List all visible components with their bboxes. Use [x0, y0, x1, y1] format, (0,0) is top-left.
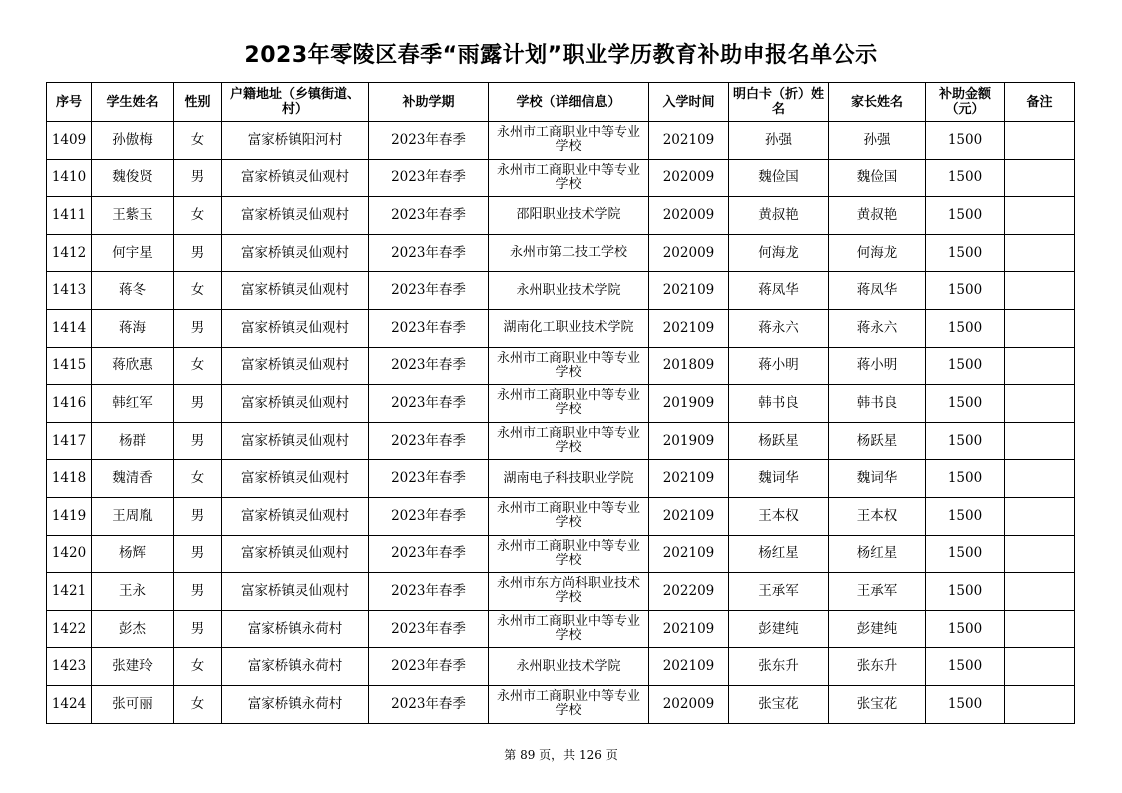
- cell-school: 永州市工商职业中等专业学校: [489, 610, 649, 648]
- cell-address: 富家桥镇灵仙观村: [222, 422, 369, 460]
- cell-card-name: 孙强: [729, 122, 829, 160]
- cell-enroll-date: 202109: [649, 535, 729, 573]
- subsidy-table: [46, 82, 1075, 724]
- cell-student-name: 彭杰: [92, 610, 174, 648]
- cell-address: 富家桥镇阳河村: [222, 122, 369, 160]
- cell-school: 永州职业技术学院: [489, 648, 649, 686]
- cell-school: 永州市工商职业中等专业学校: [489, 422, 649, 460]
- cell-school: 永州市工商职业中等专业学校: [489, 347, 649, 385]
- cell-term: 2023年春季: [369, 385, 489, 423]
- table-row: [47, 497, 1075, 535]
- cell-note: [1005, 573, 1075, 611]
- cell-gender: 男: [174, 159, 222, 197]
- cell-serial-number: 1411: [47, 197, 92, 235]
- cell-note: [1005, 422, 1075, 460]
- cell-serial-number: 1415: [47, 347, 92, 385]
- cell-term: 2023年春季: [369, 309, 489, 347]
- cell-note: [1005, 648, 1075, 686]
- cell-enroll-date: 202109: [649, 122, 729, 160]
- cell-parent-name: 王承军: [829, 573, 926, 611]
- cell-school: 永州市工商职业中等专业学校: [489, 685, 649, 723]
- cell-enroll-date: 202109: [649, 272, 729, 310]
- cell-parent-name: 彭建纯: [829, 610, 926, 648]
- cell-enroll-date: 202109: [649, 648, 729, 686]
- cell-parent-name: 蒋小明: [829, 347, 926, 385]
- document-title: 2023年零陵区春季“雨露计划”职业学历教育补助申报名单公示: [244, 43, 878, 68]
- cell-parent-name: 杨跃星: [829, 422, 926, 460]
- cell-parent-name: 蒋凤华: [829, 272, 926, 310]
- table-row: [47, 347, 1075, 385]
- table-row: [47, 573, 1075, 611]
- cell-card-name: 杨跃星: [729, 422, 829, 460]
- cell-term: 2023年春季: [369, 159, 489, 197]
- cell-card-name: 张宝花: [729, 685, 829, 723]
- cell-term: 2023年春季: [369, 122, 489, 160]
- cell-address: 富家桥镇永荷村: [222, 648, 369, 686]
- cell-address: 富家桥镇灵仙观村: [222, 309, 369, 347]
- cell-card-name: 黄叔艳: [729, 197, 829, 235]
- table-row: [47, 610, 1075, 648]
- cell-term: 2023年春季: [369, 460, 489, 498]
- cell-term: 2023年春季: [369, 685, 489, 723]
- header-cell: 备注: [1005, 83, 1075, 122]
- cell-gender: 男: [174, 573, 222, 611]
- cell-enroll-date: 202109: [649, 460, 729, 498]
- cell-address: 富家桥镇灵仙观村: [222, 385, 369, 423]
- cell-parent-name: 黄叔艳: [829, 197, 926, 235]
- cell-student-name: 王周胤: [92, 497, 174, 535]
- header-cell: 补助学期: [369, 83, 489, 122]
- cell-term: 2023年春季: [369, 422, 489, 460]
- page-footer: 第 89 页，共 126 页: [504, 748, 618, 762]
- cell-parent-name: 张东升: [829, 648, 926, 686]
- cell-note: [1005, 234, 1075, 272]
- cell-school: 永州市工商职业中等专业学校: [489, 497, 649, 535]
- cell-serial-number: 1413: [47, 272, 92, 310]
- cell-gender: 女: [174, 685, 222, 723]
- header-cell: 序号: [47, 83, 92, 122]
- cell-parent-name: 杨红星: [829, 535, 926, 573]
- cell-parent-name: 何海龙: [829, 234, 926, 272]
- cell-term: 2023年春季: [369, 197, 489, 235]
- cell-serial-number: 1409: [47, 122, 92, 160]
- cell-parent-name: 韩书良: [829, 385, 926, 423]
- cell-note: [1005, 497, 1075, 535]
- cell-amount: 1500: [926, 309, 1005, 347]
- header-cell: 家长姓名: [829, 83, 926, 122]
- table-row: [47, 648, 1075, 686]
- cell-amount: 1500: [926, 272, 1005, 310]
- cell-note: [1005, 610, 1075, 648]
- table-row: [47, 309, 1075, 347]
- cell-note: [1005, 535, 1075, 573]
- cell-note: [1005, 309, 1075, 347]
- cell-note: [1005, 197, 1075, 235]
- cell-student-name: 王紫玉: [92, 197, 174, 235]
- cell-address: 富家桥镇灵仙观村: [222, 234, 369, 272]
- table-row: [47, 535, 1075, 573]
- cell-note: [1005, 685, 1075, 723]
- cell-serial-number: 1423: [47, 648, 92, 686]
- cell-enroll-date: 201909: [649, 422, 729, 460]
- cell-serial-number: 1410: [47, 159, 92, 197]
- cell-gender: 男: [174, 234, 222, 272]
- cell-student-name: 何宇星: [92, 234, 174, 272]
- cell-parent-name: 蒋永六: [829, 309, 926, 347]
- cell-card-name: 魏俭国: [729, 159, 829, 197]
- cell-gender: 女: [174, 272, 222, 310]
- cell-term: 2023年春季: [369, 497, 489, 535]
- table-row: [47, 272, 1075, 310]
- cell-school: 邵阳职业技术学院: [489, 197, 649, 235]
- cell-note: [1005, 385, 1075, 423]
- cell-serial-number: 1422: [47, 610, 92, 648]
- cell-note: [1005, 347, 1075, 385]
- table-body: [47, 122, 1075, 724]
- cell-gender: 男: [174, 535, 222, 573]
- cell-school: 永州市工商职业中等专业学校: [489, 159, 649, 197]
- cell-note: [1005, 272, 1075, 310]
- table-row: [47, 385, 1075, 423]
- cell-note: [1005, 460, 1075, 498]
- cell-card-name: 王本权: [729, 497, 829, 535]
- cell-amount: 1500: [926, 497, 1005, 535]
- table-row: [47, 460, 1075, 498]
- cell-address: 富家桥镇灵仙观村: [222, 535, 369, 573]
- cell-gender: 男: [174, 309, 222, 347]
- cell-serial-number: 1421: [47, 573, 92, 611]
- cell-enroll-date: 202009: [649, 685, 729, 723]
- cell-student-name: 王永: [92, 573, 174, 611]
- cell-card-name: 蒋永六: [729, 309, 829, 347]
- table-row: [47, 685, 1075, 723]
- cell-enroll-date: 202209: [649, 573, 729, 611]
- cell-card-name: 蒋凤华: [729, 272, 829, 310]
- cell-gender: 男: [174, 385, 222, 423]
- table-row: [47, 122, 1075, 160]
- cell-school: 永州市东方尚科职业技术学校: [489, 573, 649, 611]
- cell-note: [1005, 159, 1075, 197]
- cell-school: 湖南化工职业技术学院: [489, 309, 649, 347]
- cell-term: 2023年春季: [369, 347, 489, 385]
- cell-parent-name: 魏词华: [829, 460, 926, 498]
- cell-serial-number: 1412: [47, 234, 92, 272]
- cell-serial-number: 1420: [47, 535, 92, 573]
- cell-amount: 1500: [926, 422, 1005, 460]
- cell-card-name: 何海龙: [729, 234, 829, 272]
- cell-card-name: 王承军: [729, 573, 829, 611]
- cell-student-name: 杨群: [92, 422, 174, 460]
- cell-card-name: 蒋小明: [729, 347, 829, 385]
- cell-gender: 女: [174, 460, 222, 498]
- cell-amount: 1500: [926, 234, 1005, 272]
- cell-school: 永州市第二技工学校: [489, 234, 649, 272]
- cell-enroll-date: 202009: [649, 197, 729, 235]
- cell-student-name: 韩红军: [92, 385, 174, 423]
- cell-serial-number: 1424: [47, 685, 92, 723]
- cell-gender: 男: [174, 610, 222, 648]
- header-cell: 户籍地址（乡镇街道、村）: [222, 83, 369, 122]
- cell-address: 富家桥镇灵仙观村: [222, 197, 369, 235]
- cell-address: 富家桥镇灵仙观村: [222, 159, 369, 197]
- cell-amount: 1500: [926, 573, 1005, 611]
- cell-parent-name: 魏俭国: [829, 159, 926, 197]
- table-header-row: [47, 83, 1075, 122]
- cell-enroll-date: 201809: [649, 347, 729, 385]
- cell-term: 2023年春季: [369, 234, 489, 272]
- header-cell: 学校（详细信息）: [489, 83, 649, 122]
- cell-student-name: 孙傲梅: [92, 122, 174, 160]
- cell-student-name: 张建玲: [92, 648, 174, 686]
- cell-amount: 1500: [926, 685, 1005, 723]
- cell-amount: 1500: [926, 159, 1005, 197]
- cell-amount: 1500: [926, 122, 1005, 160]
- cell-card-name: 杨红星: [729, 535, 829, 573]
- cell-enroll-date: 201909: [649, 385, 729, 423]
- cell-card-name: 魏词华: [729, 460, 829, 498]
- header-cell: 学生姓名: [92, 83, 174, 122]
- cell-serial-number: 1416: [47, 385, 92, 423]
- cell-address: 富家桥镇永荷村: [222, 610, 369, 648]
- cell-gender: 男: [174, 422, 222, 460]
- cell-school: 永州职业技术学院: [489, 272, 649, 310]
- table-row: [47, 197, 1075, 235]
- table-row: [47, 422, 1075, 460]
- cell-address: 富家桥镇灵仙观村: [222, 573, 369, 611]
- cell-gender: 男: [174, 497, 222, 535]
- cell-school: 永州市工商职业中等专业学校: [489, 385, 649, 423]
- cell-enroll-date: 202109: [649, 309, 729, 347]
- cell-school: 永州市工商职业中等专业学校: [489, 122, 649, 160]
- cell-student-name: 魏清香: [92, 460, 174, 498]
- cell-address: 富家桥镇灵仙观村: [222, 272, 369, 310]
- cell-serial-number: 1417: [47, 422, 92, 460]
- cell-gender: 女: [174, 648, 222, 686]
- cell-address: 富家桥镇灵仙观村: [222, 460, 369, 498]
- cell-term: 2023年春季: [369, 535, 489, 573]
- cell-serial-number: 1418: [47, 460, 92, 498]
- cell-card-name: 张东升: [729, 648, 829, 686]
- cell-gender: 女: [174, 197, 222, 235]
- cell-student-name: 杨辉: [92, 535, 174, 573]
- header-cell: 明白卡（折）姓名: [729, 83, 829, 122]
- cell-amount: 1500: [926, 347, 1005, 385]
- cell-address: 富家桥镇灵仙观村: [222, 497, 369, 535]
- table-row: [47, 159, 1075, 197]
- cell-note: [1005, 122, 1075, 160]
- cell-student-name: 蒋海: [92, 309, 174, 347]
- cell-parent-name: 孙强: [829, 122, 926, 160]
- cell-student-name: 蒋冬: [92, 272, 174, 310]
- cell-serial-number: 1414: [47, 309, 92, 347]
- cell-card-name: 韩书良: [729, 385, 829, 423]
- cell-amount: 1500: [926, 385, 1005, 423]
- cell-student-name: 张可丽: [92, 685, 174, 723]
- cell-school: 湖南电子科技职业学院: [489, 460, 649, 498]
- cell-enroll-date: 202009: [649, 159, 729, 197]
- header-cell: 补助金额（元）: [926, 83, 1005, 122]
- cell-school: 永州市工商职业中等专业学校: [489, 535, 649, 573]
- cell-student-name: 蒋欣惠: [92, 347, 174, 385]
- cell-parent-name: 王本权: [829, 497, 926, 535]
- cell-term: 2023年春季: [369, 648, 489, 686]
- cell-amount: 1500: [926, 535, 1005, 573]
- cell-term: 2023年春季: [369, 272, 489, 310]
- cell-amount: 1500: [926, 197, 1005, 235]
- cell-parent-name: 张宝花: [829, 685, 926, 723]
- cell-amount: 1500: [926, 610, 1005, 648]
- cell-address: 富家桥镇灵仙观村: [222, 347, 369, 385]
- table-row: [47, 234, 1075, 272]
- cell-term: 2023年春季: [369, 573, 489, 611]
- cell-term: 2023年春季: [369, 610, 489, 648]
- header-cell: 入学时间: [649, 83, 729, 122]
- cell-gender: 女: [174, 122, 222, 160]
- cell-student-name: 魏俊贤: [92, 159, 174, 197]
- cell-address: 富家桥镇永荷村: [222, 685, 369, 723]
- cell-gender: 女: [174, 347, 222, 385]
- header-cell: 性别: [174, 83, 222, 122]
- cell-enroll-date: 202109: [649, 610, 729, 648]
- cell-amount: 1500: [926, 460, 1005, 498]
- cell-serial-number: 1419: [47, 497, 92, 535]
- cell-enroll-date: 202009: [649, 234, 729, 272]
- cell-amount: 1500: [926, 648, 1005, 686]
- cell-enroll-date: 202109: [649, 497, 729, 535]
- cell-card-name: 彭建纯: [729, 610, 829, 648]
